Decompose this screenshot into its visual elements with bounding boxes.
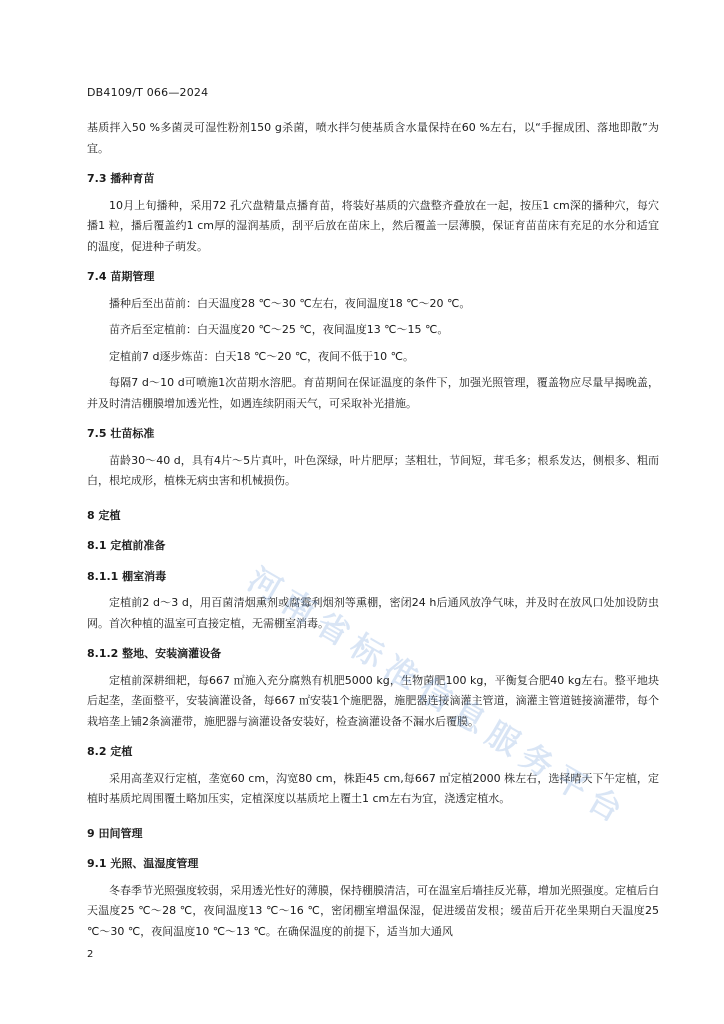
section-heading: 7.4 苗期管理	[87, 270, 155, 283]
paragraph: 基质拌入50 %多菌灵可湿性粉剂150 g杀菌，喷水拌匀使基质含水量保持在60 %左右，以“手握成团、落地即散”为宜。	[87, 121, 659, 155]
paragraph: 播种后至出苗前：白天温度28 ℃～30 ℃左右，夜间温度18 ℃～20 ℃。	[109, 296, 471, 310]
watermark-char: 平	[547, 758, 595, 808]
paragraph: 每隔7 d～10 d可喷施1次苗期水溶肥。育苗期间在保证温度的条件下，加强光照管理，覆盖物应尽量早揭晚盖，并及时清洁棚膜增加透光性，如遇连续阴雨天气，可采取补光措施。	[87, 376, 659, 410]
watermark-char: 服	[479, 714, 527, 764]
watermark-char: 务	[513, 736, 561, 786]
section-heading: 9 田间管理	[87, 826, 143, 840]
section-heading: 8.1.2 整地、安装滴灌设备	[87, 647, 222, 660]
watermark-char: 南	[275, 582, 323, 632]
paragraph: 采用高垄双行定植，垄宽60 cm，沟宽80 cm，株距45 cm,每667 ㎡定植2000 株左右，选择晴天下午定植，定植时基质坨周围覆土略加压实，定植深度以基质坨上覆土1 cm左右为宜，浇透定植水。	[87, 771, 659, 805]
watermark-char: 信	[411, 670, 459, 720]
document-body	[87, 118, 659, 942]
page-number: 2	[87, 949, 94, 960]
paragraph: 苗齐后至定植前：白天温度20 ℃～25 ℃，夜间温度13 ℃～15 ℃。	[109, 323, 449, 336]
paragraph: 冬春季节光照强度较弱，采用透光性好的薄膜，保持棚膜清洁，可在温室后墙挂反光幕，增加光照强度。定植后白天温度25 ℃～28 ℃，夜间温度13 ℃～16 ℃，密闭棚室增温保湿，促进缓苗发根；缓苗后开花坐果期白天温度25 ℃～30 ℃，夜间温度10 ℃～13 ℃。在确保温度的前提下，适当加大通风	[87, 883, 659, 938]
paragraph: 苗龄30～40 d，具有4片～5片真叶，叶色深绿，叶片肥厚；茎粗壮，节间短，茸毛多；根系发达，侧根多、粗而白，根坨成形，植株无病虫害和机械损伤。	[87, 453, 659, 487]
paragraph: 定植前深耕细耙，每667 ㎡施入充分腐熟有机肥5000 kg，生物菌肥100 kg，平衡复合肥40 kg左右。整平地块后起垄，垄面整平，安装滴灌设备，每667 ㎡安装1个施肥器，施肥器连接滴灌主管道，滴灌主管道链接滴灌带，每个栽培垄上铺2条滴灌带，施肥器与滴灌设备安装好，检查滴灌设备不漏水后覆膜。	[87, 673, 659, 728]
paragraph: 10月上旬播种，采用72 孔穴盘精量点播育苗，将装好基质的穴盘整齐叠放在一起，按压1 cm深的播种穴，每穴播1 粒，播后覆盖约1 cm厚的湿润基质，刮平后放在苗床上，然后覆盖一层薄膜，保证育苗苗床有充足的水分和适宜的温度，促进种子萌发。	[87, 198, 659, 253]
watermark-char: 河	[241, 560, 289, 610]
watermark-char: 息	[445, 692, 493, 742]
section-heading: 7.3 播种育苗	[87, 172, 155, 185]
section-heading: 8 定植	[87, 508, 121, 522]
paragraph: 定植前2 d～3 d，用百菌清烟熏剂或腐霉利烟剂等熏棚，密闭24 h后通风放净气味，并及时在放风口处加设防虫网。首次种植的温室可直接定植，无需棚室消毒。	[87, 596, 659, 630]
paragraph: 定植前7 d逐步炼苗：白天18 ℃～20 ℃，夜间不低于10 ℃。	[109, 349, 415, 363]
section-heading: 8.2 定植	[87, 745, 133, 758]
section-heading: 8.1.1 棚室消毒	[87, 569, 167, 583]
document-code: DB4109/T 066—2024	[87, 86, 209, 99]
section-heading: 9.1 光照、温湿度管理	[87, 857, 199, 870]
watermark-char: 标	[343, 626, 391, 676]
section-heading: 8.1 定植前准备	[87, 539, 166, 552]
watermark-char: 准	[377, 648, 425, 698]
watermark-char: 台	[581, 780, 629, 830]
watermark-char: 省	[309, 604, 357, 654]
section-heading: 7.5 壮苗标准	[87, 427, 155, 440]
